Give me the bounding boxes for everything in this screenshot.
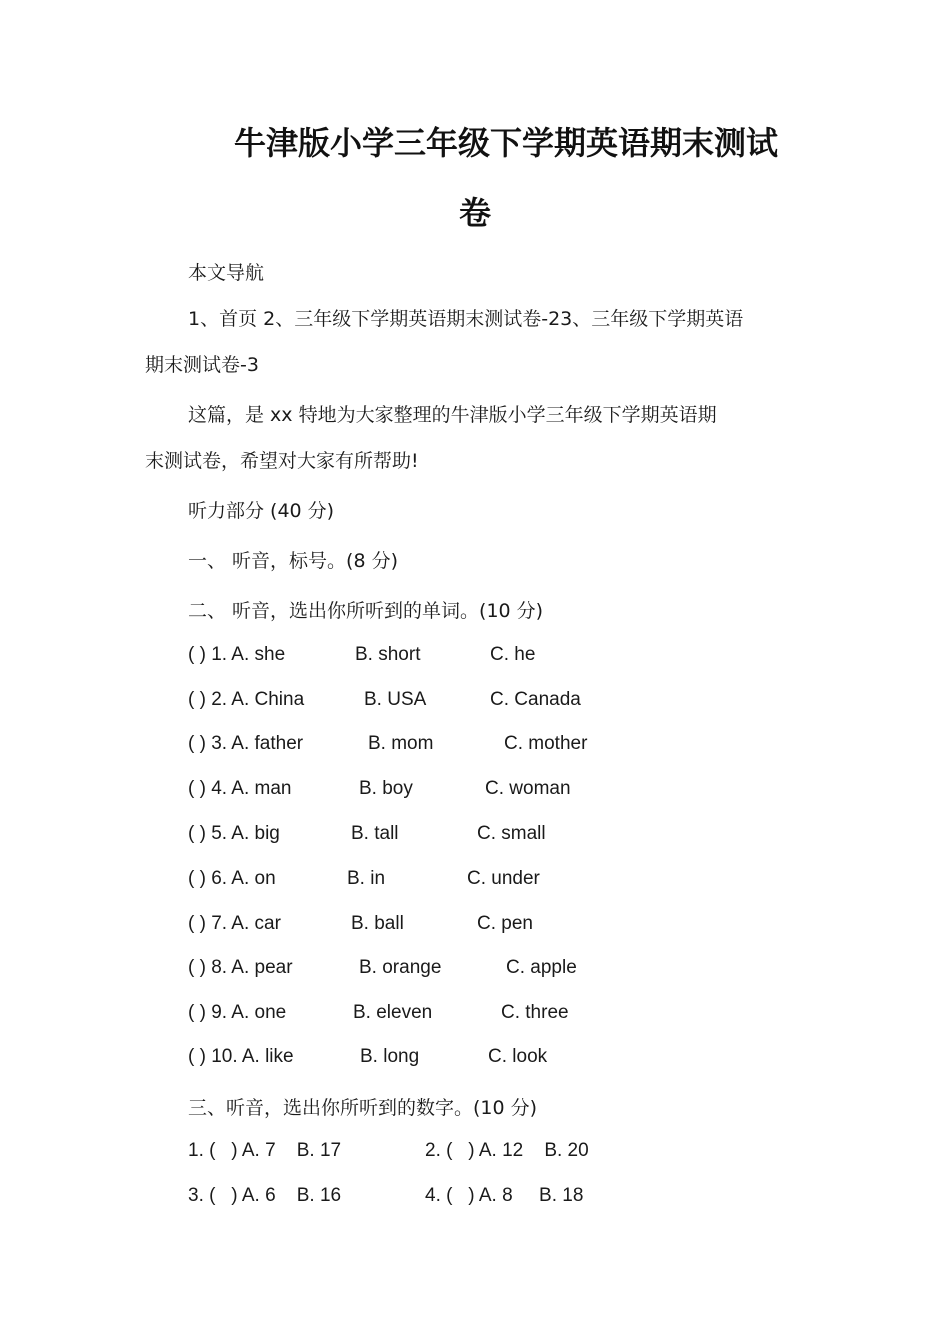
number-question-left: 3. ( ) A. 6 B. 16 xyxy=(188,1185,342,1206)
option-c: C. small xyxy=(477,823,546,844)
section-part-1: 一、 听音，标号。(8 分) xyxy=(188,550,398,572)
option-b: B. eleven xyxy=(353,1002,433,1023)
section-part-3: 三、听音，选出你所听到的数字。(10 分) xyxy=(188,1097,538,1119)
section-listening: 听力部分 (40 分) xyxy=(188,500,335,522)
option-b: B. boy xyxy=(359,778,413,799)
option-c: C. under xyxy=(467,868,540,889)
option-c: C. he xyxy=(490,644,536,665)
number-question-right: 2. ( ) A. 12 B. 20 xyxy=(425,1140,589,1161)
question-number-option-a: ( ) 5. A. big xyxy=(188,823,280,844)
question-number-option-a: ( ) 1. A. she xyxy=(188,644,286,665)
question-number-option-a: ( ) 6. A. on xyxy=(188,868,276,889)
option-b: B. short xyxy=(355,644,421,665)
question-number-option-a: ( ) 7. A. car xyxy=(188,913,281,934)
option-b: B. in xyxy=(347,868,386,889)
question-number-option-a: ( ) 2. A. China xyxy=(188,689,305,710)
question-number-option-a: ( ) 10. A. like xyxy=(188,1046,294,1067)
question-number-option-a: ( ) 8. A. pear xyxy=(188,957,293,978)
option-c: C. apple xyxy=(506,957,577,978)
option-c: C. look xyxy=(488,1046,548,1067)
option-c: C. three xyxy=(501,1002,569,1023)
option-c: C. pen xyxy=(477,913,533,934)
document-title-line-2: 卷 xyxy=(458,194,491,232)
question-number-option-a: ( ) 9. A. one xyxy=(188,1002,287,1023)
section-part-2: 二、 听音，选出你所听到的单词。(10 分) xyxy=(188,600,544,622)
question-number-option-a: ( ) 4. A. man xyxy=(188,778,292,799)
nav-heading: 本文导航 xyxy=(188,262,265,284)
document-title-line-1: 牛津版小学三年级下学期英语期末测试 xyxy=(233,124,778,162)
option-b: B. USA xyxy=(364,689,427,710)
option-b: B. ball xyxy=(351,913,404,934)
number-question-left: 1. ( ) A. 7 B. 17 xyxy=(188,1140,342,1161)
nav-line-2: 期末测试卷-3 xyxy=(145,354,259,376)
question-number-option-a: ( ) 3. A. father xyxy=(188,733,304,754)
option-c: C. mother xyxy=(504,733,588,754)
intro-line-2: 末测试卷，希望对大家有所帮助! xyxy=(145,450,419,472)
option-c: C. woman xyxy=(485,778,571,799)
option-b: B. mom xyxy=(368,733,434,754)
option-b: B. long xyxy=(360,1046,420,1067)
nav-line-1: 1、首页 2、三年级下学期英语期末测试卷-23、三年级下学期英语 xyxy=(188,308,744,330)
option-c: C. Canada xyxy=(490,689,581,710)
intro-line-1: 这篇，是 xx 特地为大家整理的牛津版小学三年级下学期英语期 xyxy=(188,404,717,426)
number-question-right: 4. ( ) A. 8 B. 18 xyxy=(425,1185,584,1206)
option-b: B. orange xyxy=(359,957,442,978)
option-b: B. tall xyxy=(351,823,399,844)
